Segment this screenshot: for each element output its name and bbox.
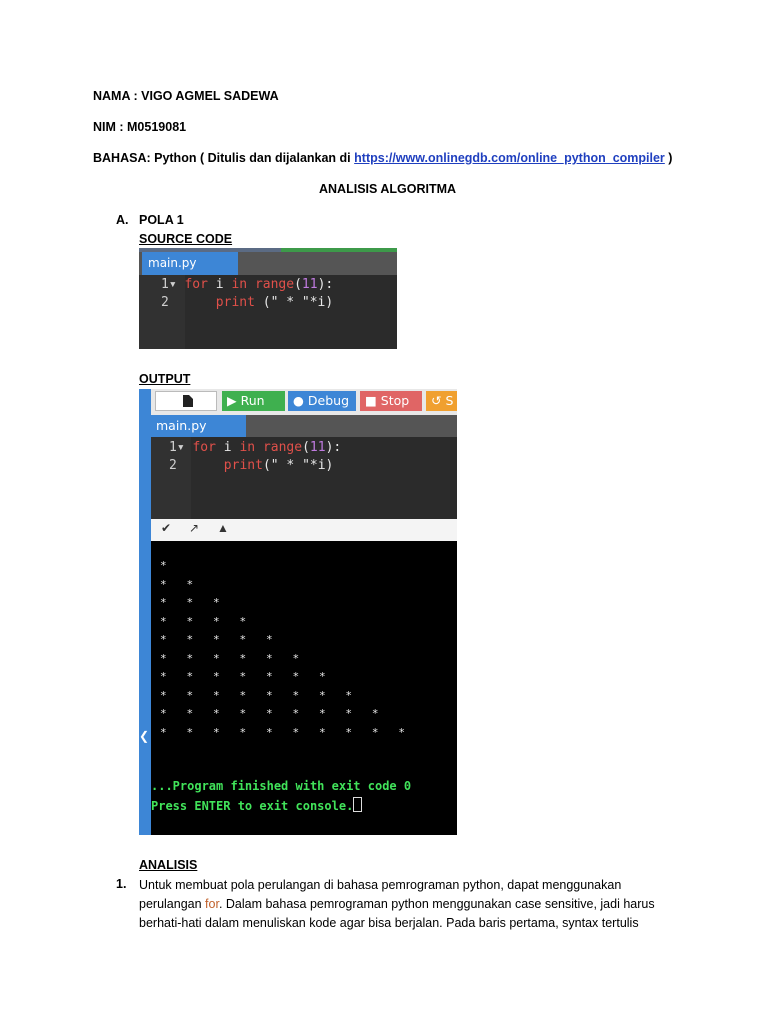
console-star-row: * * * * * * * * [160, 688, 353, 702]
share-button[interactable]: ↺ S [426, 391, 457, 411]
editor-tab[interactable]: main.py [142, 252, 238, 275]
section-marker: A. [116, 213, 129, 227]
language-suffix: ) [664, 151, 673, 165]
console-star-row: * * [160, 577, 194, 591]
console-cursor[interactable] [353, 797, 362, 812]
stop-button[interactable]: ■ Stop [360, 391, 422, 411]
analysis-number: 1. [116, 877, 127, 891]
console-star-row: * * * * * * [160, 651, 300, 665]
console-star-row: * * * * * [160, 633, 273, 646]
output-tab[interactable]: main.py [151, 415, 246, 437]
left-sidebar-strip [139, 389, 151, 835]
console-star-row: * * * * * * * [160, 670, 326, 683]
editor-tabbar [139, 252, 397, 275]
chevron-down-icon[interactable]: ✔ [161, 521, 172, 535]
code-line-2: 2 print (" * "*i) [161, 295, 334, 310]
debug-button[interactable]: ● Debug [288, 391, 356, 411]
analysis-paragraph [139, 876, 659, 933]
document-title: ANALISIS ALGORITMA [319, 182, 457, 196]
section-label: POLA 1 [139, 213, 184, 227]
output-image [139, 389, 457, 835]
code-line-1: 1▾ for i in range(11): [161, 277, 334, 292]
analysis-line-1: Untuk membuat pola perulangan di bahasa pemrograman python, dapat menggunakan [139, 878, 622, 892]
clear-console-icon[interactable]: ▲ [217, 521, 229, 535]
console-star-row: * * * * * * * * * * [160, 725, 406, 739]
stop-icon: ■ [365, 393, 377, 408]
collapse-arrow-icon[interactable]: ❮ [139, 729, 150, 743]
debug-icon: ● [293, 393, 304, 408]
ide-toolbar [151, 389, 457, 415]
for-keyword: for [205, 897, 219, 911]
output-code-line-1: 1▾ for i in range(11): [169, 440, 342, 455]
source-code-image [139, 248, 397, 349]
shrink-icon[interactable]: ↗ [189, 521, 200, 535]
run-button[interactable]: ▶ Run [222, 391, 285, 411]
compiler-link[interactable]: https://www.onlinegdb.com/online_python_compiler [354, 151, 665, 165]
language-prefix: BAHASA: Python ( Ditulis dan dijalankan di [93, 151, 355, 165]
program-finished-line: ...Program finished with exit code 0 [151, 779, 412, 793]
file-button[interactable] [155, 391, 217, 411]
language-line [93, 151, 672, 165]
console-toolbar [151, 519, 457, 541]
student-name: NAMA : VIGO AGMEL SADEWA [93, 89, 279, 103]
console-star-row: * * * [160, 596, 220, 609]
source-code-heading: SOURCE CODE [139, 232, 233, 246]
student-nim: NIM : M0519081 [93, 120, 187, 134]
output-editor [151, 415, 457, 519]
share-icon: ↺ [431, 393, 442, 408]
output-tabbar [151, 415, 457, 437]
output-heading: OUTPUT [139, 372, 191, 386]
console-star-row: * [160, 559, 167, 572]
console-output [151, 541, 457, 835]
press-enter-line: Press ENTER to exit console. [151, 797, 362, 813]
console-star-row: * * * * * * * * * [160, 707, 379, 720]
file-icon [183, 395, 193, 407]
analysis-line-2: perulangan for. Dalam bahasa pemrograman python menggunakan case sensitive, jadi harus [139, 897, 655, 911]
analysis-heading: ANALISIS [139, 858, 198, 872]
output-code-line-2: 2 print(" * "*i) [169, 458, 334, 473]
analysis-line-3: berhati-hati dalam menuliskan kode agar bisa berjalan. Pada baris pertama, syntax tertulis [139, 916, 639, 930]
console-star-row: * * * * [160, 614, 247, 628]
